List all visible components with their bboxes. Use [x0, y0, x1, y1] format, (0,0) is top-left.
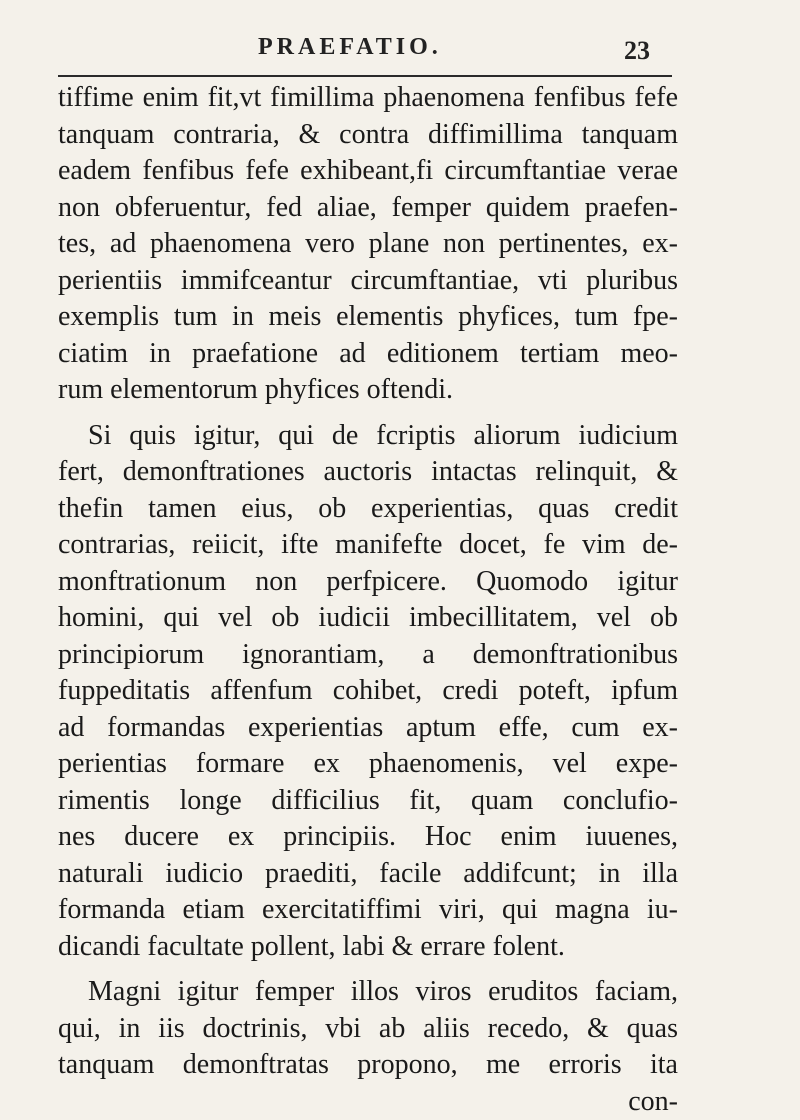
- running-head: PRAEFATIO.: [258, 34, 442, 61]
- text-line: homini, qui vel ob iudicii imbecillitatem, vel ob: [58, 600, 678, 637]
- text-line: principiorum ignorantiam, a demonftrationibus: [58, 637, 678, 674]
- text-line: fuppeditatis affenfum cohibet, credi poteft, ipfum: [58, 673, 678, 710]
- text-line: tanquam demonftratas propono, me erroris ita: [58, 1047, 678, 1084]
- paragraph-gap: [58, 409, 678, 418]
- text-line: ciatim in praefatione ad editionem tertiam meo-: [58, 336, 678, 373]
- catchword: con-: [58, 1084, 678, 1120]
- page-number: 23: [624, 36, 650, 66]
- text-line: qui, in iis doctrinis, vbi ab aliis recedo, & quas: [58, 1011, 678, 1048]
- text-line: Magni igitur femper illos viros eruditos faciam,: [58, 974, 678, 1011]
- text-line: contrarias, reiicit, ifte manifefte docet, fe vim de-: [58, 527, 678, 564]
- text-line: naturali iudicio praediti, facile addifcunt; in illa: [58, 856, 678, 893]
- text-line: fert, demonftrationes auctoris intactas relinquit, &: [58, 454, 678, 491]
- text-line: formanda etiam exercitatiffimi viri, qui magna iu-: [58, 892, 678, 929]
- paragraph-gap: [58, 965, 678, 974]
- text-line: tiffime enim fit,vt fimillima phaenomena fenfibus fefe: [58, 80, 678, 117]
- text-line: thefin tamen eius, ob experientias, quas credit: [58, 491, 678, 528]
- text-line: rum elementorum phyfices oftendi.: [58, 372, 678, 409]
- text-line: tanquam contraria, & contra diffimillima tanquam: [58, 117, 678, 154]
- text-line: exemplis tum in meis elementis phyfices, tum fpe-: [58, 299, 678, 336]
- header-rule: [58, 75, 672, 77]
- text-line: rimentis longe difficilius fit, quam conclufio-: [58, 783, 678, 820]
- text-line: perientias formare ex phaenomenis, vel expe-: [58, 746, 678, 783]
- text-line: Si quis igitur, qui de fcriptis aliorum iudicium: [58, 418, 678, 455]
- text-line: eadem fenfibus fefe exhibeant,fi circumftantiae verae: [58, 153, 678, 190]
- text-line: monftrationum non perfpicere. Quomodo igitur: [58, 564, 678, 601]
- text-line: nes ducere ex principiis. Hoc enim iuuenes,: [58, 819, 678, 856]
- text-line: tes, ad phaenomena vero plane non pertinentes, ex-: [58, 226, 678, 263]
- text-line: dicandi facultate pollent, labi & errare folent.: [58, 929, 678, 966]
- text-line: perientiis immifceantur circumftantiae, vti pluribus: [58, 263, 678, 300]
- body-text: [58, 80, 678, 1120]
- text-line: ad formandas experientias aptum effe, cum ex-: [58, 710, 678, 747]
- text-line: non obferuentur, fed aliae, femper quidem praefen-: [58, 190, 678, 227]
